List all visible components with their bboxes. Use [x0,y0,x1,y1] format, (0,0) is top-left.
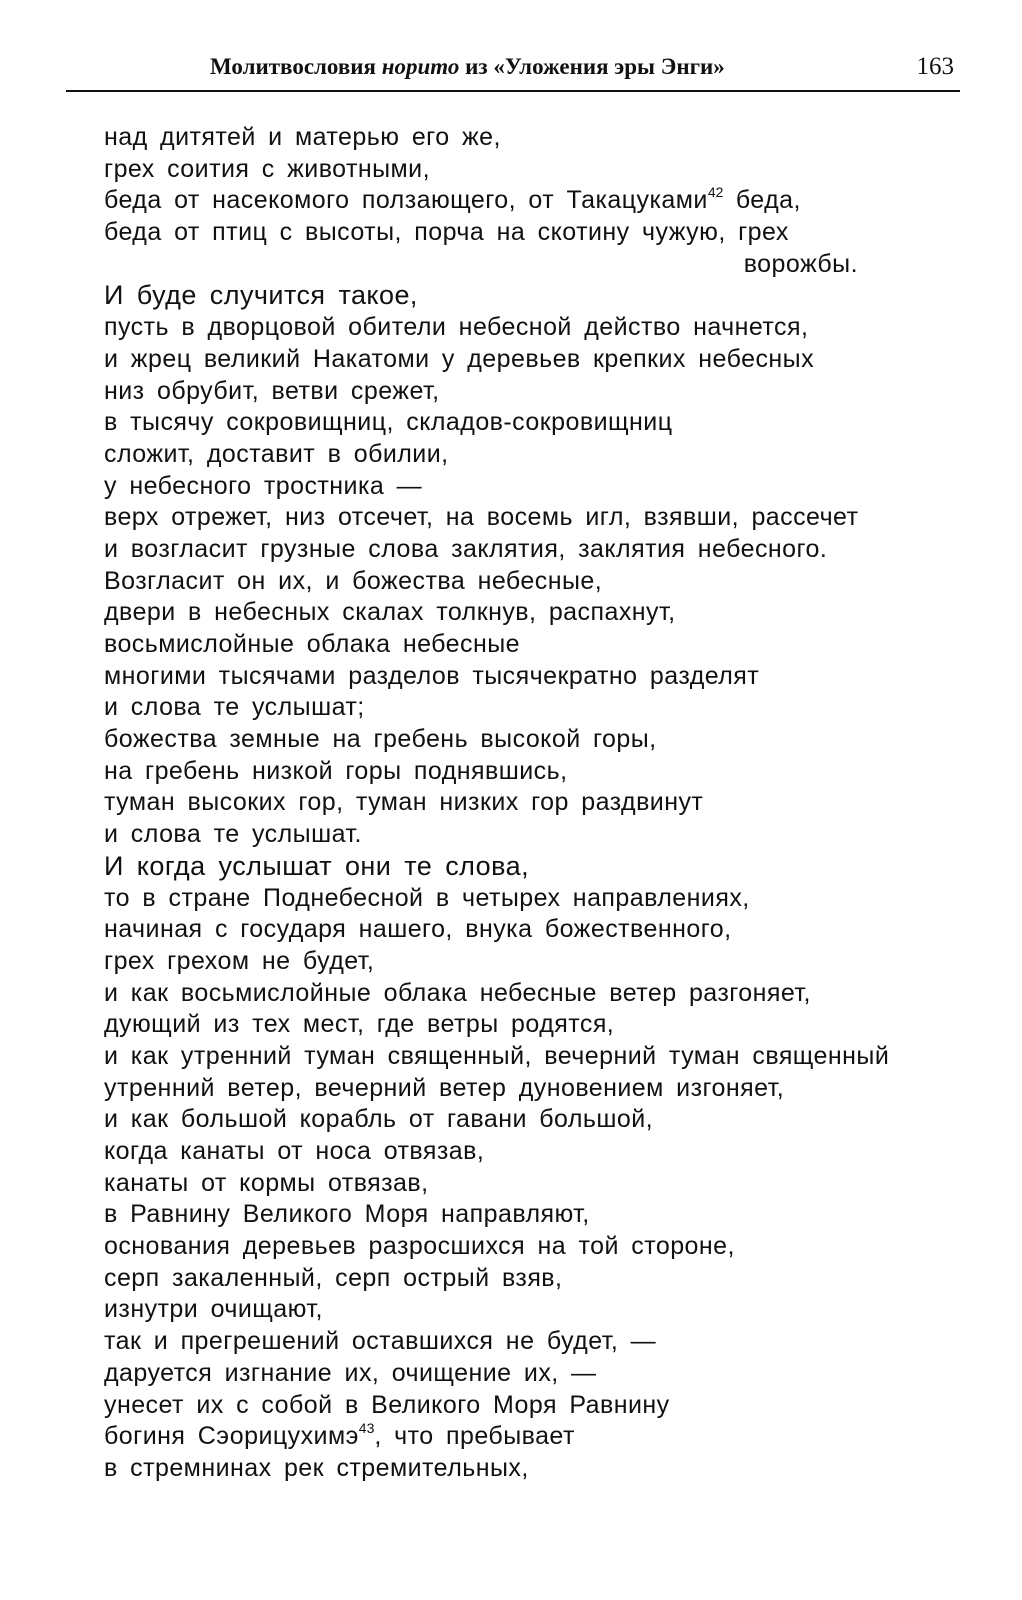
poem-line-text: и слова те услышат. [104,820,362,849]
poem-line-text: унесет их с собой в Великого Моря Равнину [104,1390,670,1419]
poem-line [104,1041,954,1073]
poem-line [104,1073,954,1105]
poem-line [104,185,954,217]
poem-line-text: богиня Сэорицухимэ [104,1422,359,1451]
poem-line [104,1009,954,1041]
footnote-marker: 42 [707,184,724,201]
running-header-title [210,54,725,80]
poem-line-text: низ обрубит, ветви срежет, [104,376,440,405]
footnote-marker: 43 [358,1420,375,1437]
poem-line-text: ворожбы. [743,249,858,278]
poem-line-text: и слова те услышат; [104,693,365,722]
poem-line-text: беда от птиц с высоты, порча на скотину чужую, грех [104,218,789,247]
poem-line-text: двери в небесных скалах толкнув, распахнут, [104,598,676,627]
poem-line-continuation: беда, [723,186,801,215]
poem-line [104,756,954,788]
poem-line-text: пусть в дворцовой обители небесной действо начнется, [104,313,809,342]
poem-line [104,1168,954,1200]
poem-line-text: туман высоких гор, туман низких гор раздвинут [104,788,704,817]
poem-line [104,1421,954,1453]
poem-line [104,946,954,978]
poem-line [104,1358,954,1390]
poem-line-text: так и прегрешений оставшихся не будет, — [104,1327,657,1356]
page-number: 163 [916,53,954,80]
poem-line [104,280,954,312]
poem-line [104,597,954,629]
poem-line-text: у небесного тростника — [104,471,423,500]
poem-line [104,724,954,756]
running-header [66,50,960,92]
poem-line-text: в тысячу сокровищниц, складов-сокровищниц [104,408,673,437]
poem-line [104,344,954,376]
running-header-title-part1: Молитвословия [210,54,382,79]
poem-line-text: изнутри очищают, [104,1295,323,1324]
poem-line-text: и как большой корабль от гавани большой, [104,1105,654,1134]
poem-line-text: даруется изгнание их, очищение их, — [104,1358,597,1387]
poem-line [104,376,954,408]
running-header-title-italic: норито [381,54,460,79]
poem-line [104,819,954,851]
poem-line-text: сложит, доставит в обилии, [104,439,449,468]
poem-line-text: дующий из тех мест, где ветры родятся, [104,1010,615,1039]
poem-line-text: беда от насекомого ползающего, от Такацуками [104,186,708,215]
poem-line-text: и как восьмислойные облака небесные ветер разгоняет, [104,978,811,1007]
running-header-title-part2: из «Уложения эры Энги» [459,54,725,79]
poem-line [104,217,954,249]
poem-line-text: и как утренний туман священный, вечерний туман священный [104,1041,890,1070]
poem-line-text: верх отрежет, низ отсечет, на восемь игл, взявши, рассечет [104,503,859,532]
poem-line [104,407,954,439]
poem-line [104,1231,954,1263]
poem-line [104,502,954,534]
poem-line-text: канаты от кормы отвязав, [104,1168,429,1197]
poem-line [104,312,954,344]
poem-line-text: на гребень низкой горы поднявшись, [104,756,568,785]
poem-line [104,661,954,693]
poem-line [104,1326,954,1358]
poem-line-text: утренний ветер, вечерний ветер дуновением изгоняет, [104,1073,785,1102]
poem-line-text: Возгласит он их, и божества небесные, [104,566,603,595]
poem-line [104,534,954,566]
poem-line [104,787,954,819]
poem-line-text: И когда услышат они те слова, [104,850,530,881]
poem-line-text: и возгласит грузные слова заклятия, заклятия небесного. [104,534,828,563]
poem-line-continuation: , что пребывает [374,1422,575,1451]
poem-body [104,122,954,1485]
poem-line-text: И буде случится такое, [104,280,418,311]
poem-line [104,1136,954,1168]
poem-line [104,692,954,724]
poem-line [104,1453,954,1485]
poem-line-text: в стремнинах рек стремительных, [104,1453,529,1482]
poem-line [104,851,954,883]
poem-line [104,629,954,661]
poem-line [104,883,954,915]
poem-line [104,914,954,946]
poem-line [104,566,954,598]
poem-line [104,1104,954,1136]
poem-line-text: грех соития с животными, [104,154,430,183]
poem-line-text: и жрец великий Накатоми у деревьев крепких небесных [104,344,815,373]
poem-line [104,1263,954,1295]
poem-line-text: божества земные на гребень высокой горы, [104,725,657,754]
poem-line-text: серп закаленный, серп острый взяв, [104,1263,563,1292]
poem-line [104,122,954,154]
poem-line-text: основания деревьев разросшихся на той стороне, [104,1232,735,1261]
poem-line-text: восьмислойные облака небесные [104,630,520,658]
poem-line [104,978,954,1010]
poem-line-text: то в стране Поднебесной в четырех направлениях, [104,883,750,912]
poem-line-text: когда канаты от носа отвязав, [104,1137,485,1165]
poem-line [104,154,954,186]
poem-line [104,1199,954,1231]
poem-line [104,249,954,281]
poem-line-text: грех грехом не будет, [104,946,375,975]
poem-line-text: в Равнину Великого Моря направляют, [104,1200,590,1229]
poem-line-text: многими тысячами разделов тысячекратно разделят [104,661,760,690]
poem-line-text: начиная с государя нашего, внука божественного, [104,915,732,944]
poem-line-text: над дитятей и матерью его же, [104,123,501,151]
poem-line [104,439,954,471]
poem-line [104,471,954,503]
poem-line [104,1294,954,1326]
poem-line [104,1390,954,1422]
